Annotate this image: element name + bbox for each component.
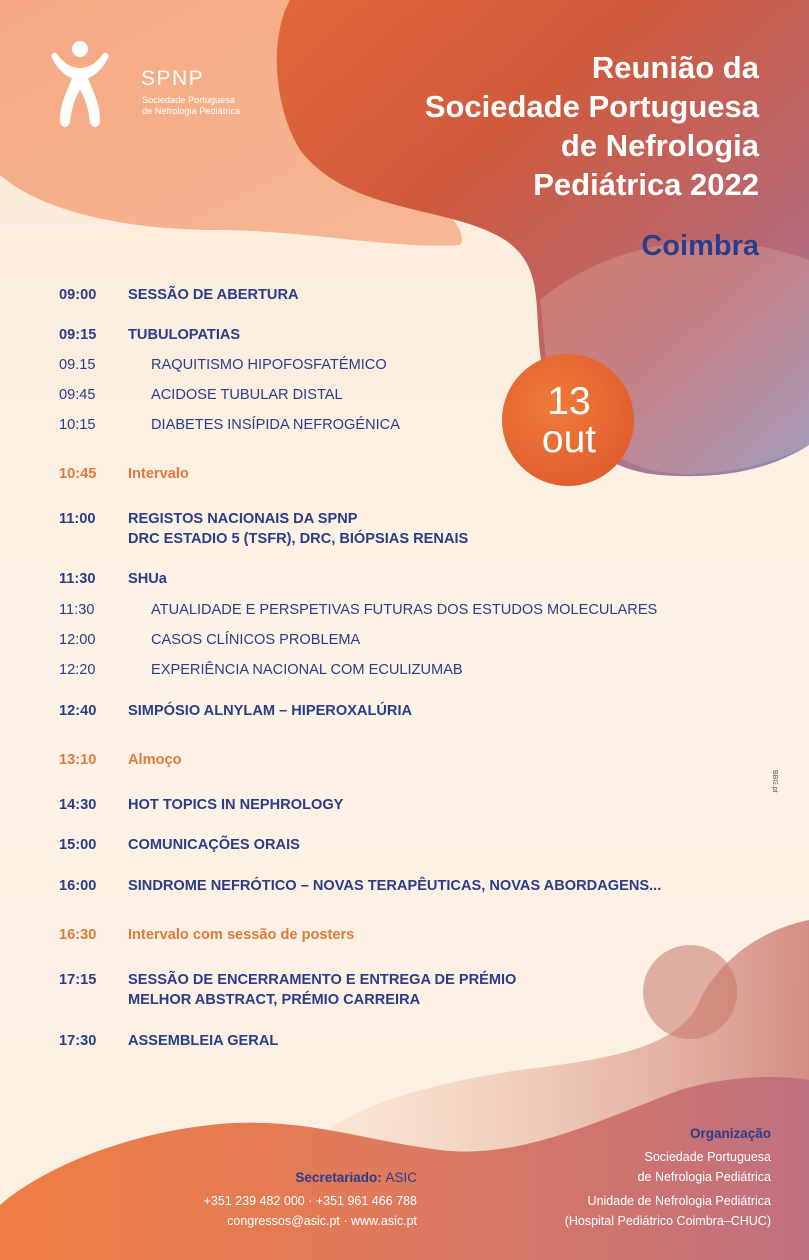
spnp-logo-icon bbox=[46, 40, 114, 132]
organization-line: (Hospital Pediátrico Coimbra–CHUC) bbox=[564, 1214, 771, 1228]
schedule-label: ACIDOSE TUBULAR DISTAL bbox=[151, 387, 343, 403]
schedule-label: SESSÃO DE ENCERRAMENTO E ENTREGA DE PRÉMIO bbox=[128, 972, 517, 988]
schedule-time: 13:10 bbox=[59, 752, 97, 768]
schedule-label: HOT TOPICS IN NEPHROLOGY bbox=[128, 797, 344, 813]
date-month: out bbox=[541, 418, 597, 461]
schedule-label: SIMPÓSIO ALNYLAM – HIPEROXALÚRIA bbox=[128, 703, 413, 719]
schedule-row bbox=[0, 602, 809, 622]
schedule-row bbox=[0, 387, 809, 407]
event-city: Coimbra bbox=[641, 230, 759, 262]
schedule-time: 12:00 bbox=[59, 632, 96, 648]
logo-fullname bbox=[142, 95, 272, 117]
event-title bbox=[425, 48, 759, 204]
title-line: de Nefrologia bbox=[560, 128, 759, 163]
schedule-label: SESSÃO DE ABERTURA bbox=[128, 287, 299, 303]
schedule-row bbox=[0, 327, 809, 347]
schedule-time: 10:45 bbox=[59, 466, 97, 482]
schedule-row bbox=[0, 662, 809, 682]
schedule-row bbox=[0, 927, 809, 947]
schedule-time: 16:00 bbox=[59, 878, 97, 894]
schedule-label: REGISTOS NACIONAIS DA SPNP bbox=[128, 511, 358, 527]
schedule-label: DIABETES INSÍPIDA NEFROGÉNICA bbox=[151, 417, 400, 433]
logo-fullname-line2: de Nefrologia Pediátrica bbox=[142, 106, 241, 116]
schedule-label: ATUALIDADE E PERSPETIVAS FUTURAS DOS ESTUDOS MOLECULARES bbox=[151, 602, 658, 618]
organization-line: Unidade de Nefrologia Pediátrica bbox=[587, 1194, 771, 1208]
schedule-label: SINDROME NEFRÓTICO – NOVAS TERAPÊUTICAS, NOVAS ABORDAGENS... bbox=[128, 878, 662, 894]
organization-line: Sociedade Portuguesa bbox=[644, 1150, 771, 1164]
schedule-time: 09:00 bbox=[59, 287, 97, 303]
secretariat-phones: +351 239 482 000 · +351 961 466 788 bbox=[203, 1194, 417, 1208]
schedule-row bbox=[0, 837, 809, 857]
schedule-label: Almoço bbox=[128, 752, 182, 768]
schedule-row bbox=[0, 1033, 809, 1053]
schedule-row bbox=[0, 417, 809, 437]
title-line: Sociedade Portuguesa bbox=[424, 89, 759, 124]
schedule-row bbox=[0, 357, 809, 377]
schedule-time: 17:15 bbox=[59, 972, 97, 988]
secretariat-label: Secretariado: bbox=[295, 1170, 382, 1185]
schedule-row bbox=[0, 752, 809, 772]
schedule-row bbox=[0, 703, 809, 723]
schedule-row bbox=[0, 571, 809, 591]
organization-title: Organização bbox=[689, 1126, 771, 1141]
schedule-time: 12:20 bbox=[59, 662, 96, 678]
schedule-label-line2: MELHOR ABSTRACT, PRÉMIO CARREIRA bbox=[128, 992, 421, 1008]
schedule-time: 11:30 bbox=[59, 602, 95, 618]
schedule-row bbox=[0, 632, 809, 652]
secretariat-contacts: congressos@asic.pt · www.asic.pt bbox=[227, 1214, 417, 1228]
schedule-label: Intervalo com sessão de posters bbox=[128, 927, 355, 943]
schedule-time: 11:00 bbox=[59, 511, 96, 527]
schedule-time: 12:40 bbox=[59, 703, 97, 719]
schedule-label: COMUNICAÇÕES ORAIS bbox=[128, 837, 300, 853]
schedule-time: 11:30 bbox=[59, 571, 96, 587]
schedule-row bbox=[0, 287, 809, 307]
schedule-label: SHUa bbox=[128, 571, 167, 587]
schedule-label-line2: DRC ESTADIO 5 (TSFR), DRC, BIÓPSIAS RENAIS bbox=[128, 531, 469, 547]
title-line: Pediátrica 2022 bbox=[533, 167, 759, 202]
schedule-row bbox=[0, 797, 809, 817]
schedule-row bbox=[0, 972, 809, 1012]
schedule-time: 09.15 bbox=[59, 357, 96, 373]
schedule-row bbox=[0, 511, 809, 551]
organization-line: de Nefrologia Pediátrica bbox=[637, 1170, 771, 1184]
schedule-time: 17:30 bbox=[59, 1033, 97, 1049]
secretariat-name: ASIC bbox=[385, 1170, 417, 1185]
schedule-time: 14:30 bbox=[59, 797, 97, 813]
schedule-time: 16:30 bbox=[59, 927, 97, 943]
schedule-time: 15:00 bbox=[59, 837, 97, 853]
secretariat-title bbox=[295, 1170, 417, 1185]
schedule-time: 09:45 bbox=[59, 387, 96, 403]
title-line: Reunião da bbox=[591, 50, 759, 85]
schedule-label: TUBULOPATIAS bbox=[128, 327, 241, 343]
logo-acronym: SPNP bbox=[141, 67, 205, 90]
designer-credit: BBG.pt bbox=[771, 770, 778, 793]
schedule-row bbox=[0, 466, 809, 486]
schedule-label: EXPERIÊNCIA NACIONAL COM ECULIZUMAB bbox=[151, 662, 463, 678]
schedule-label: CASOS CLÍNICOS PROBLEMA bbox=[151, 632, 361, 648]
schedule-label: Intervalo bbox=[128, 466, 189, 482]
schedule-time: 09:15 bbox=[59, 327, 97, 343]
logo-fullname-line1: Sociedade Portuguesa bbox=[142, 95, 235, 105]
schedule-label: RAQUITISMO HIPOFOSFATÉMICO bbox=[151, 357, 387, 373]
schedule-row bbox=[0, 878, 809, 898]
schedule-label: ASSEMBLEIA GERAL bbox=[128, 1033, 279, 1049]
schedule-time: 10:15 bbox=[59, 417, 96, 433]
date-day: 13 bbox=[547, 380, 591, 423]
